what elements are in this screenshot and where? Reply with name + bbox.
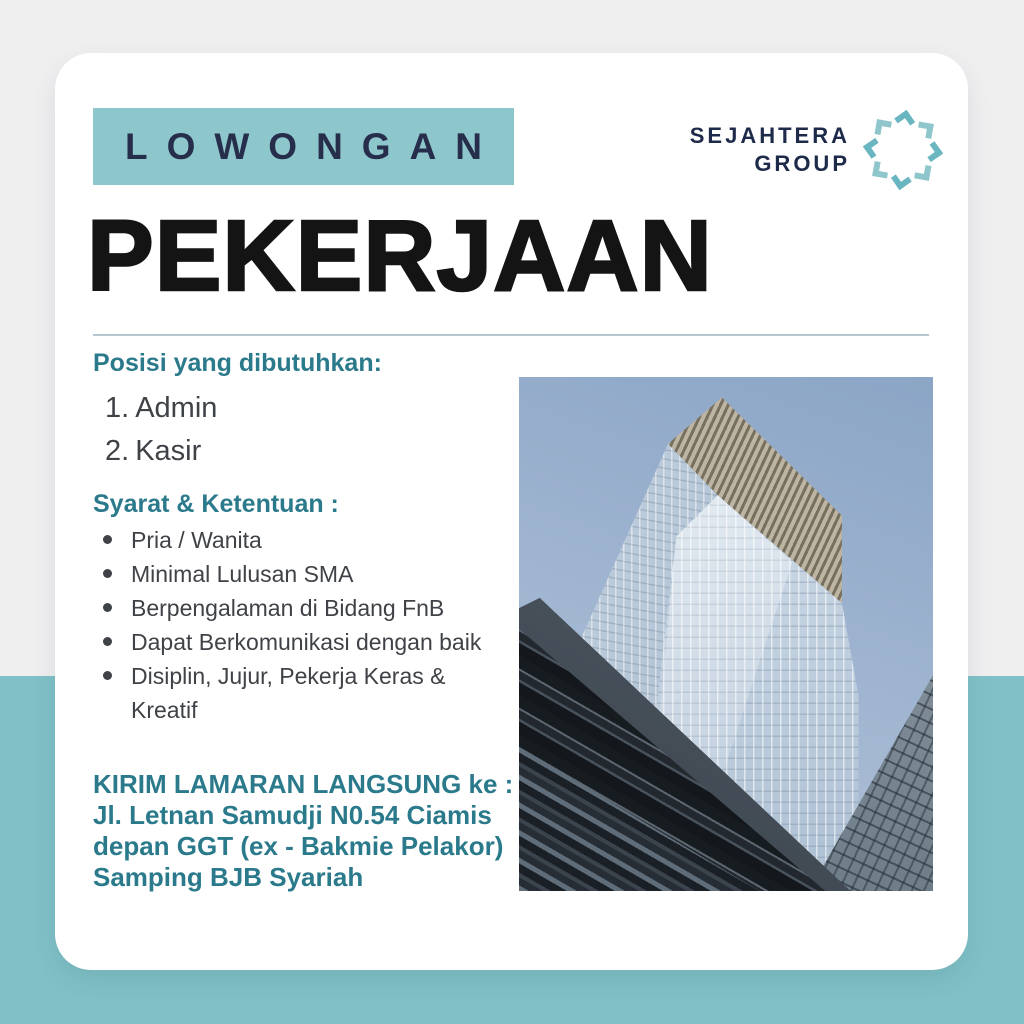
item-label: Minimal Lulusan SMA	[131, 561, 354, 587]
requirements-heading: Syarat & Ketentuan :	[93, 490, 339, 518]
list-item	[105, 430, 217, 473]
starburst-icon	[864, 111, 942, 189]
list-item	[105, 387, 217, 430]
bullet-icon	[103, 535, 112, 544]
page-title: PEKERJAAN	[87, 200, 713, 312]
item-label: Admin	[135, 392, 218, 424]
list-item	[99, 523, 497, 557]
apply-line: KIRIM LAMARAN LANGSUNG ke :	[93, 769, 514, 799]
company-logo-text	[690, 122, 850, 178]
logo-line1: SEJAHTERA	[689, 123, 850, 148]
requirements-list	[99, 523, 497, 727]
building-photo	[519, 377, 933, 891]
apply-line: Jl. Letnan Samudji N0.54 Ciamis	[93, 800, 492, 830]
poster-card	[55, 53, 968, 970]
apply-instructions	[93, 769, 533, 893]
company-logo	[690, 111, 942, 189]
item-label: Pria / Wanita	[131, 527, 262, 553]
bullet-icon	[103, 569, 112, 578]
list-item	[99, 659, 497, 727]
item-number: 1.	[105, 392, 130, 424]
list-item	[99, 625, 497, 659]
list-item	[99, 557, 497, 591]
item-number: 2.	[105, 435, 130, 467]
badge-label: LOWONGAN	[124, 125, 502, 167]
item-label: Berpengalaman di Bidang FnB	[131, 595, 445, 621]
apply-line: depan GGT (ex - Bakmie Pelakor)	[93, 831, 504, 861]
item-label: Disiplin, Jujur, Pekerja Keras & Kreatif	[131, 663, 446, 723]
bullet-icon	[103, 603, 112, 612]
bullet-icon	[103, 637, 112, 646]
badge-lowongan	[93, 108, 514, 185]
divider-line	[93, 334, 929, 336]
item-label: Dapat Berkomunikasi dengan baik	[131, 629, 482, 655]
item-label: Kasir	[135, 435, 202, 467]
positions-list	[105, 387, 217, 473]
list-item	[99, 591, 497, 625]
positions-heading: Posisi yang dibutuhkan:	[93, 349, 382, 377]
bullet-icon	[103, 671, 112, 680]
logo-line2: GROUP	[754, 151, 850, 176]
apply-line: Samping BJB Syariah	[93, 862, 364, 892]
